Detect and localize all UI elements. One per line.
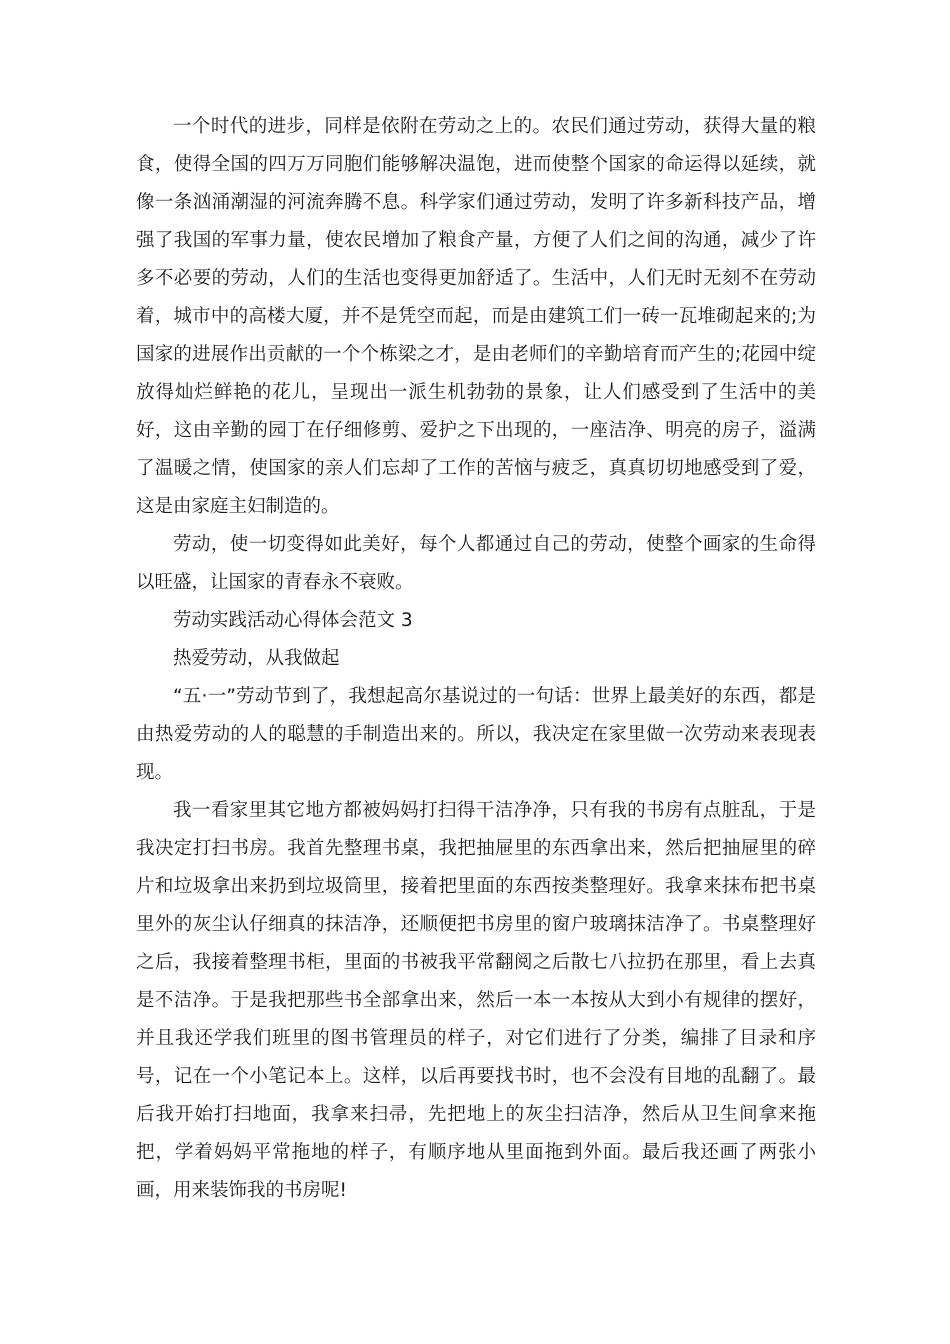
paragraph-labor-beauty: 劳动，使一切变得如此美好，每个人都通过自己的劳动，使整个画家的生命得以旺盛，让国家的青春永不衰败。: [136, 534, 816, 593]
paragraph-cleaning-study: 我一看家里其它地方都被妈妈打扫得干洁净净，只有我的书房有点脏乱，于是我决定打扫书房。我首先整理书桌，我把抽屉里的东西拿出来，然后把抽屉里的碎片和垃圾拿出来扔到垃圾筒里，接着把里面的东西按类整理好。我拿来抹布把书桌里外的灰尘认仔细真的抹洁净，还顺便把书房里的窗户玻璃抹洁净了。书桌整理好之后，我接着整理书柜，里面的书被我平常翻阅之后散七八拉扔在那里，看上去真是不洁净。于是我把那些书全部拿出来，然后一本一本按从大到小有规律的摆好，并且我还学我们班里的图书管理员的样子，对它们进行了分类，编排了目录和序号，记在一个小笔记本上。这样，以后再要找书时，也不会没有目地的乱翻了。最后我开始打扫地面，我拿来扫帚，先把地上的灰尘扫洁净，然后从卫生间拿来拖把，学着妈妈平常拖地的样子，有顺序地从里面拖到外面。最后我还画了两张小画，用来装饰我的书房呢!: [136, 800, 816, 1201]
essay-title: 热爱劳动，从我做起: [173, 648, 340, 669]
document-body: [136, 108, 816, 1210]
paragraph-labor-progress: 一个时代的进步，同样是依附在劳动之上的。农民们通过劳动，获得大量的粮食，使得全国的四万万同胞们能够解决温饱，进而使整个国家的命运得以延续，就像一条汹涌潮湿的河流奔腾不息。科学家们通过劳动，发明了许多新科技产品，增强了我国的军事力量，使农民增加了粮食产量，方便了人们之间的沟通，减少了许多不必要的劳动，人们的生活也变得更加舒适了。生活中，人们无时无刻不在劳动着，城市中的高楼大厦，并不是凭空而起，而是由建筑工们一砖一瓦堆砌起来的;为国家的进展作出贡献的一个个栋梁之才，是由老师们的辛勤培育而产生的;花园中绽放得灿烂鲜艳的花儿，呈现出一派生机勃勃的景象，让人们感受到了生活中的美好，这由辛勤的园丁在仔细修剪、爱护之下出现的，一座洁净、明亮的房子，溢满了温暖之情，使国家的亲人们忘却了工作的苦恼与疲乏，真真切切地感受到了爱，这是由家庭主妇制造的。: [136, 116, 816, 517]
paragraph-may-day: “五·一”劳动节到了，我想起高尔基说过的一句话：世界上最美好的东西，都是由热爱劳动的人的聪慧的手制造出来的。所以，我决定在家里做一次劳动来表现表现。: [136, 686, 816, 783]
section-title: 劳动实践活动心得体会范文 3: [173, 610, 413, 631]
